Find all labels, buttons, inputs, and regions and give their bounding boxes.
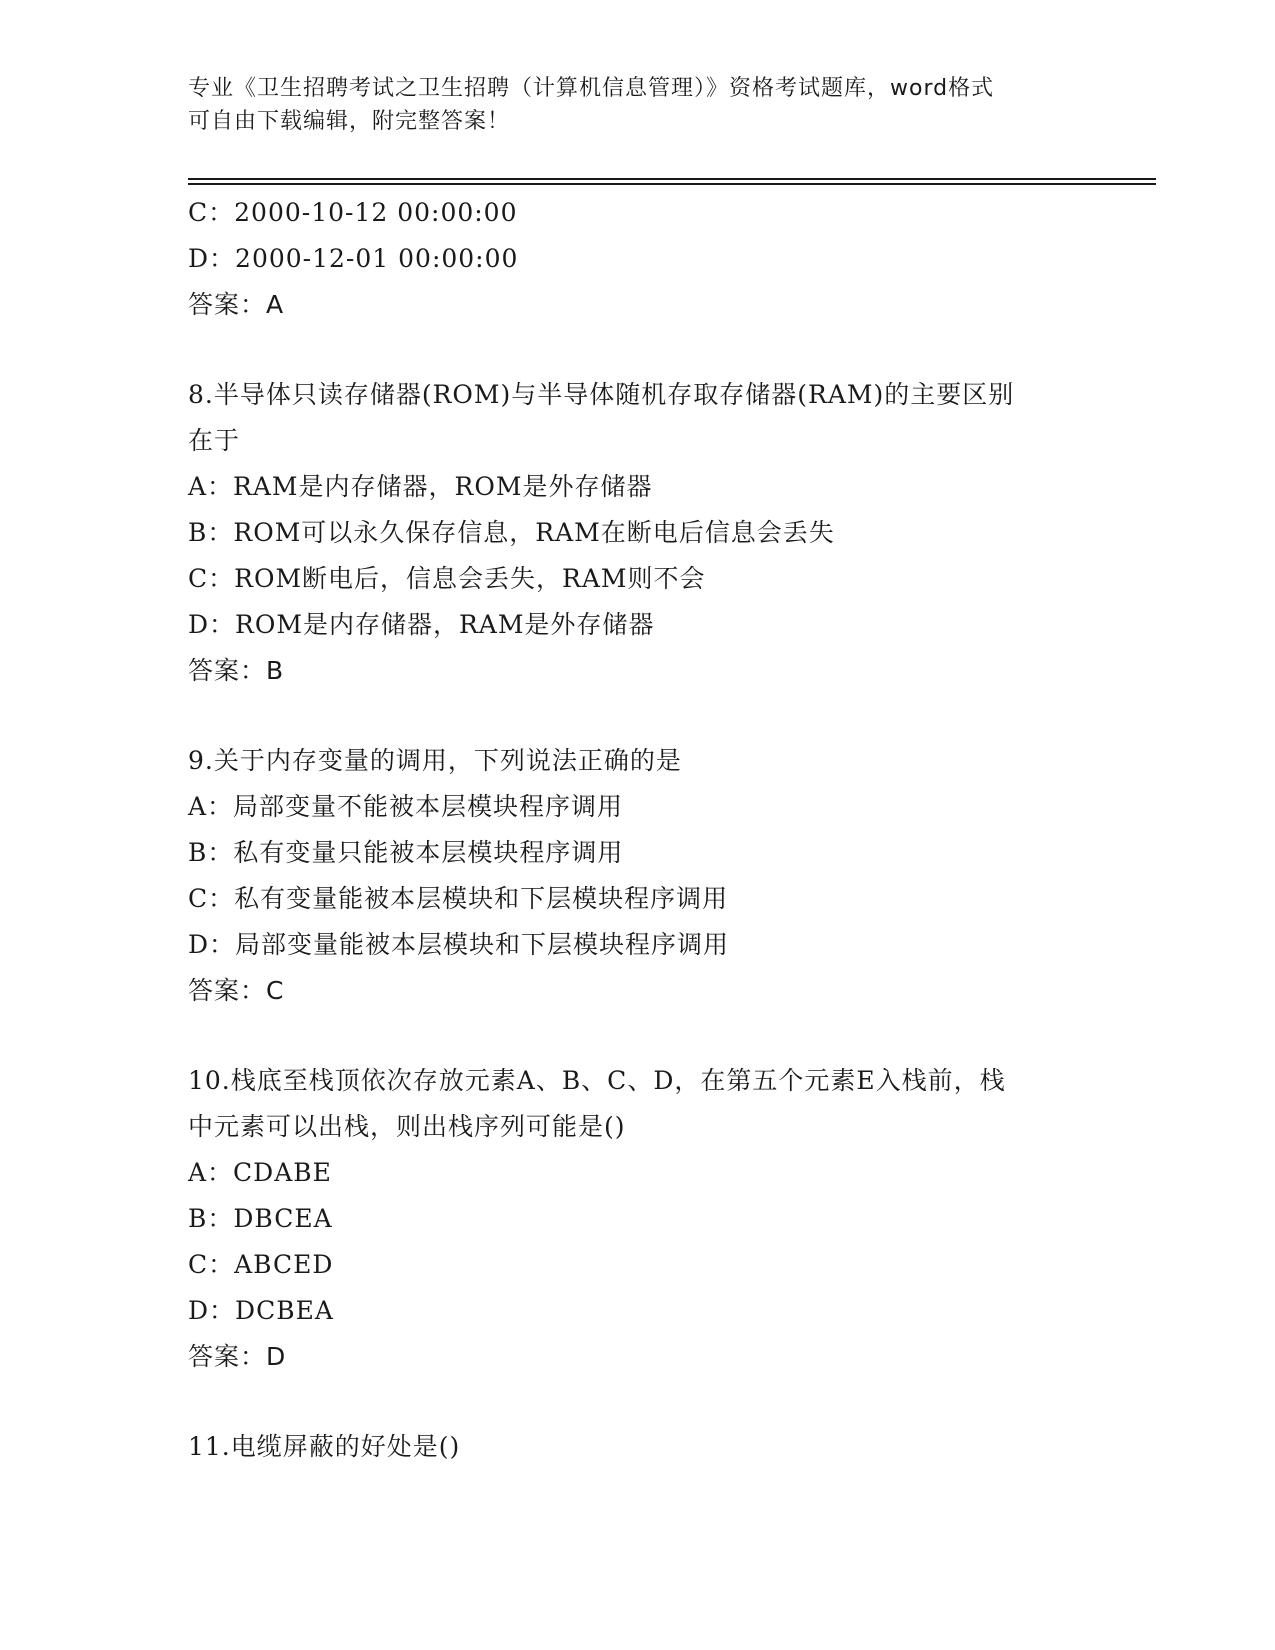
answer-line: 答案：D [188, 1342, 287, 1371]
option-a: A：局部变量不能被本层模块程序调用 [188, 792, 624, 821]
question-9 [188, 738, 1088, 1014]
header-line-2: 可自由下载编辑，附完整答案！ [188, 109, 511, 134]
partial-question [188, 190, 1088, 328]
option-b: B：DBCEA [188, 1204, 333, 1233]
question-text: 9.关于内存变量的调用，下列说法正确的是 [188, 746, 682, 775]
option-b: B：ROM可以永久保存信息，RAM在断电后信息会丢失 [188, 518, 835, 547]
question-8 [188, 372, 1088, 694]
option-a: A：RAM是内存储器，ROM是外存储器 [188, 472, 653, 501]
question-text: 10.栈底至栈顶依次存放元素A、B、C、D，在第五个元素E入栈前，栈 [188, 1066, 1006, 1095]
option-c: C：ROM断电后，信息会丢失，RAM则不会 [188, 564, 706, 593]
option-c: C：2000-10-12 00:00:00 [188, 198, 518, 227]
question-text: 8.半导体只读存储器(ROM)与半导体随机存取存储器(RAM)的主要区别 [188, 380, 1015, 409]
option-c: C：私有变量能被本层模块和下层模块程序调用 [188, 884, 729, 913]
question-text: 11.电缆屏蔽的好处是() [188, 1432, 461, 1461]
header-rule-top [188, 178, 1156, 180]
option-d: D：DCBEA [188, 1296, 334, 1325]
option-a: A：CDABE [188, 1158, 332, 1187]
question-text-cont: 中元素可以出栈，则出栈序列可能是() [188, 1112, 626, 1141]
question-text-cont: 在于 [188, 426, 241, 455]
answer-line: 答案：C [188, 976, 285, 1005]
option-d: D：局部变量能被本层模块和下层模块程序调用 [188, 930, 730, 959]
answer-line: 答案：A [188, 290, 285, 319]
header-line-1: 专业《卫生招聘考试之卫生招聘（计算机信息管理）》资格考试题库，word格式 [188, 76, 995, 101]
option-d: D：ROM是内存储器，RAM是外存储器 [188, 610, 655, 639]
question-10 [188, 1058, 1088, 1380]
answer-line: 答案：B [188, 656, 285, 685]
document-header [188, 72, 1088, 138]
document-body [188, 190, 1088, 1470]
option-c: C：ABCED [188, 1250, 334, 1279]
option-d: D：2000-12-01 00:00:00 [188, 244, 519, 273]
question-11 [188, 1424, 1088, 1470]
option-b: B：私有变量只能被本层模块程序调用 [188, 838, 624, 867]
header-rule-bottom [188, 183, 1156, 185]
